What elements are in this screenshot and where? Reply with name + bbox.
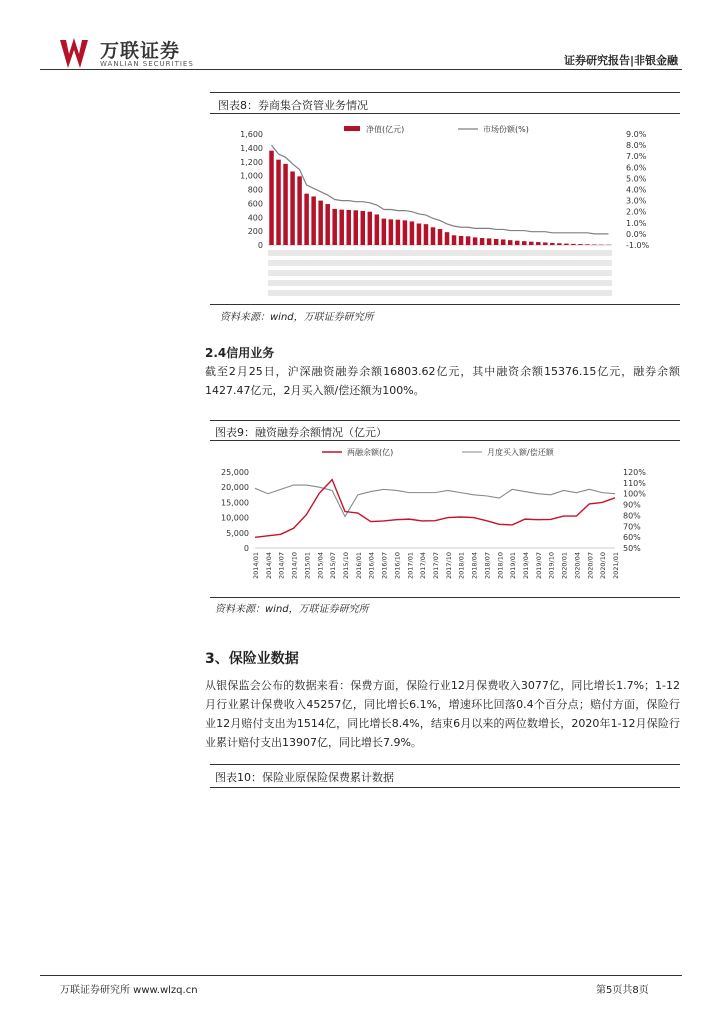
- figure8-bar: [311, 196, 315, 245]
- figure8-bar: [332, 209, 336, 245]
- figure8-left-tick-label: 400: [247, 213, 263, 223]
- figure8-bar: [501, 239, 505, 245]
- figure8-category-label-band: [268, 260, 612, 266]
- figure8-bar: [297, 176, 301, 245]
- report-category: 证券研究报告|非银金融: [563, 54, 678, 67]
- figure8-bar: [571, 244, 575, 245]
- footer-website: 万联证券研究所 www.wlzq.cn: [60, 985, 198, 996]
- page-number: 第5页共8页: [596, 985, 649, 996]
- figure8-bar: [368, 212, 372, 245]
- figure8-bar: [473, 237, 477, 245]
- figure8-category-label-band: [268, 280, 612, 286]
- figure8-bar: [585, 244, 589, 245]
- section-heading-insurance: 3、保险业数据: [205, 651, 299, 667]
- figure8-left-tick-label: 1,600: [240, 130, 263, 139]
- figure8-bar: [557, 243, 561, 245]
- figure9-x-tick-label: 2017/04: [419, 552, 428, 580]
- figure8-bar: [480, 238, 484, 245]
- figure9-legend-label-balance: 两融余额(亿): [347, 448, 394, 457]
- figure8-bar: [536, 242, 540, 245]
- figure8-bar: [276, 160, 280, 245]
- figure8-bar: [354, 210, 358, 245]
- figure8-bar: [438, 229, 442, 245]
- figure9-right-tick-label: 120%: [623, 468, 646, 477]
- figure8-right-tick-label: 1.0%: [626, 218, 647, 228]
- figure8-right-tick-label: 3.0%: [626, 196, 647, 206]
- figure8-category-label-band: [268, 290, 612, 296]
- figure8-bar: [494, 239, 498, 245]
- figure8-bottom-rule: [210, 304, 680, 305]
- figure9-bottom-rule: [210, 597, 680, 598]
- figure8-bar: [346, 210, 350, 245]
- figure9-right-tick-label: 70%: [623, 522, 641, 532]
- figure8-bar: [578, 244, 582, 245]
- figure9-x-tick-label: 2021/01: [612, 552, 620, 580]
- figure9-legend-label-ratio: 月度买入额/偿还额: [487, 448, 554, 457]
- figure9-x-tick-label: 2016/01: [354, 552, 363, 580]
- figure9-ratio-line: [255, 485, 615, 516]
- figure9-x-tick-label: 2018/04: [470, 552, 479, 580]
- figure8-top-rule: [210, 92, 680, 93]
- insurance-paragraph: 从银保监会公布的数据来看：保费方面，保险行业12月保费收入3077亿，同比增长1.7%；1-12月行业累计保费收入45257亿，同比增长6.1%，增速环比回落0.4个百分点；赔付方面，保险行业12月赔付支出为1514亿，同比增长8.4%，结束6月以来的两位数增长，2020年1-12月保险行业累计赔付支出13907亿，同比增长7.9%。: [205, 679, 680, 749]
- figure8-bar: [459, 236, 463, 245]
- figure9-x-tick-label: 2016/07: [380, 552, 389, 580]
- figure8-bar: [564, 244, 568, 245]
- figure8-bar: [529, 242, 533, 245]
- figure9-x-tick-label: 2020/10: [599, 552, 608, 580]
- figure8-bar: [389, 219, 393, 245]
- figure8-bar: [543, 243, 547, 245]
- figure8-bar: [325, 204, 329, 245]
- figure9-x-tick-label: 2019/10: [547, 552, 556, 580]
- figure9-left-tick-label: 25,000: [221, 468, 249, 477]
- figure9-left-tick-label: 0: [243, 544, 249, 553]
- figure8-bar: [290, 171, 294, 245]
- figure8-right-tick-label: 4.0%: [626, 185, 647, 195]
- figure8-bar: [417, 223, 421, 245]
- figure9-x-tick-label: 2019/01: [509, 552, 518, 580]
- figure9-right-tick-label: 100%: [623, 489, 646, 499]
- figure9-left-tick-label: 5,000: [226, 528, 249, 538]
- figure9-x-tick-label: 2017/07: [432, 552, 440, 580]
- credit-paragraph: 截至2月25日，沪深融资融券余额16803.62亿元，其中融资余额15376.15亿元，融券余额1427.47亿元，2月买入额/偿还额为100%。: [205, 365, 680, 397]
- figure8-right-tick-label: 8.0%: [626, 141, 647, 151]
- figure9-x-tick-label: 2016/10: [393, 552, 402, 580]
- figure8-source: 资料来源：wind，万联证券研究所: [220, 312, 374, 323]
- figure9-x-tick-label: 2014/04: [264, 552, 273, 580]
- figure9-right-tick-label: 60%: [623, 533, 641, 543]
- figure8-bar: [269, 151, 273, 245]
- figure8-bar: [424, 224, 428, 245]
- figure8-right-tick-label: 7.0%: [626, 152, 647, 162]
- figure8-right-tick-label: 5.0%: [626, 174, 647, 184]
- figure8-legend-swatch-bar: [344, 126, 360, 131]
- figure8-right-tick-label: 6.0%: [626, 163, 647, 173]
- header-rule: [40, 69, 682, 70]
- figure8-bar: [515, 241, 519, 245]
- figure8-right-tick-label: 0.0%: [626, 229, 647, 239]
- figure8-legend-label-line: 市场份额(%): [483, 125, 529, 134]
- wanlian-logo-mark: [58, 36, 96, 72]
- figure9-x-tick-label: 2020/07: [586, 552, 595, 580]
- figure9-x-tick-label: 2015/01: [303, 552, 312, 580]
- section-heading-credit: 2.4信用业务: [205, 346, 275, 360]
- figure8-left-tick-label: 0: [257, 241, 263, 250]
- figure8-left-tick-label: 1,200: [240, 157, 263, 167]
- figure9-x-tick-label: 2014/07: [277, 552, 286, 580]
- figure9-right-tick-label: 90%: [623, 500, 641, 510]
- figure10-title: 图表10：保险业原保险保费累计数据: [215, 771, 394, 784]
- figure9-right-tick-label: 110%: [623, 478, 646, 488]
- figure8-bar: [318, 201, 322, 245]
- figure8-right-tick-label: -1.0%: [626, 241, 650, 250]
- figure8-title: 图表8：券商集合资管业务情况: [218, 99, 368, 112]
- figure10-title-rule: [210, 787, 680, 788]
- figure9-x-tick-label: 2015/07: [329, 552, 338, 580]
- figure9-left-tick-label: 20,000: [221, 483, 249, 493]
- figure9-right-tick-label: 80%: [623, 511, 641, 521]
- figure9-x-tick-label: 2019/07: [534, 552, 543, 580]
- figure8-bar: [304, 194, 308, 245]
- figure8-left-tick-label: 800: [247, 185, 263, 195]
- figure9-x-tick-label: 2020/01: [560, 552, 569, 580]
- figure9-chart: [210, 444, 670, 594]
- figure9-x-tick-label: 2017/01: [406, 552, 415, 580]
- figure8-bar: [283, 164, 287, 245]
- footer-rule: [40, 975, 682, 976]
- figure8-bar: [466, 236, 470, 245]
- figure9-x-tick-label: 2014/10: [290, 552, 299, 580]
- figure9-balance-line: [255, 480, 615, 538]
- figure8-right-tick-label: 2.0%: [626, 207, 647, 217]
- figure8-bar: [445, 232, 449, 245]
- figure8-bar: [487, 238, 491, 245]
- figure8-title-rule: [210, 113, 680, 114]
- figure9-source: 资料来源：wind，万联证券研究所: [215, 604, 369, 615]
- figure9-title: 图表9：融资融券余额情况（亿元）: [215, 426, 387, 439]
- figure8-bar: [550, 243, 554, 245]
- figure8-bar: [431, 227, 435, 245]
- figure8-bar: [361, 211, 365, 245]
- figure9-right-tick-label: 50%: [623, 544, 641, 553]
- figure8-left-tick-label: 600: [247, 199, 263, 209]
- figure9-left-tick-label: 15,000: [221, 498, 249, 508]
- figure9-x-tick-label: 2015/10: [342, 552, 350, 580]
- figure9-x-tick-label: 2019/04: [522, 552, 530, 580]
- figure8-chart: [220, 120, 650, 305]
- figure8-bar: [452, 235, 456, 245]
- figure8-bar: [522, 241, 526, 245]
- figure9-x-tick-label: 2018/07: [483, 552, 492, 580]
- figure9-x-tick-label: 2018/10: [496, 552, 505, 580]
- figure9-x-tick-label: 2016/04: [367, 552, 376, 580]
- figure9-x-tick-label: 2018/01: [457, 552, 466, 580]
- figure8-bar: [410, 221, 414, 245]
- figure9-x-tick-label: 2020/04: [573, 552, 582, 580]
- figure8-bar: [508, 240, 512, 245]
- figure8-bar: [382, 219, 386, 245]
- figure9-top-rule: [210, 420, 680, 421]
- figure8-right-tick-label: 9.0%: [626, 130, 647, 139]
- figure8-bar: [339, 210, 343, 245]
- figure8-bar: [375, 214, 379, 245]
- figure8-left-tick-label: 200: [247, 227, 263, 237]
- logo-text-cn: 万联证券: [100, 40, 181, 62]
- figure9-title-rule: [210, 440, 680, 441]
- figure8-bar: [403, 220, 407, 245]
- logo-text-en: WANLIAN SECURITIES: [100, 60, 194, 68]
- figure9-left-tick-label: 10,000: [221, 513, 249, 523]
- figure8-category-label-band: [268, 270, 612, 276]
- figure8-left-tick-label: 1,000: [240, 171, 263, 181]
- figure9-x-tick-label: 2014/01: [252, 552, 260, 580]
- figure9-x-tick-label: 2015/04: [316, 552, 325, 580]
- figure9-x-tick-label: 2017/10: [444, 552, 453, 580]
- figure8-legend-label-bar: 净值(亿元): [366, 125, 405, 134]
- figure10-top-rule: [210, 764, 680, 765]
- figure8-category-label-band: [268, 250, 612, 256]
- figure8-left-tick-label: 1,400: [240, 143, 263, 153]
- figure8-bar: [396, 220, 400, 245]
